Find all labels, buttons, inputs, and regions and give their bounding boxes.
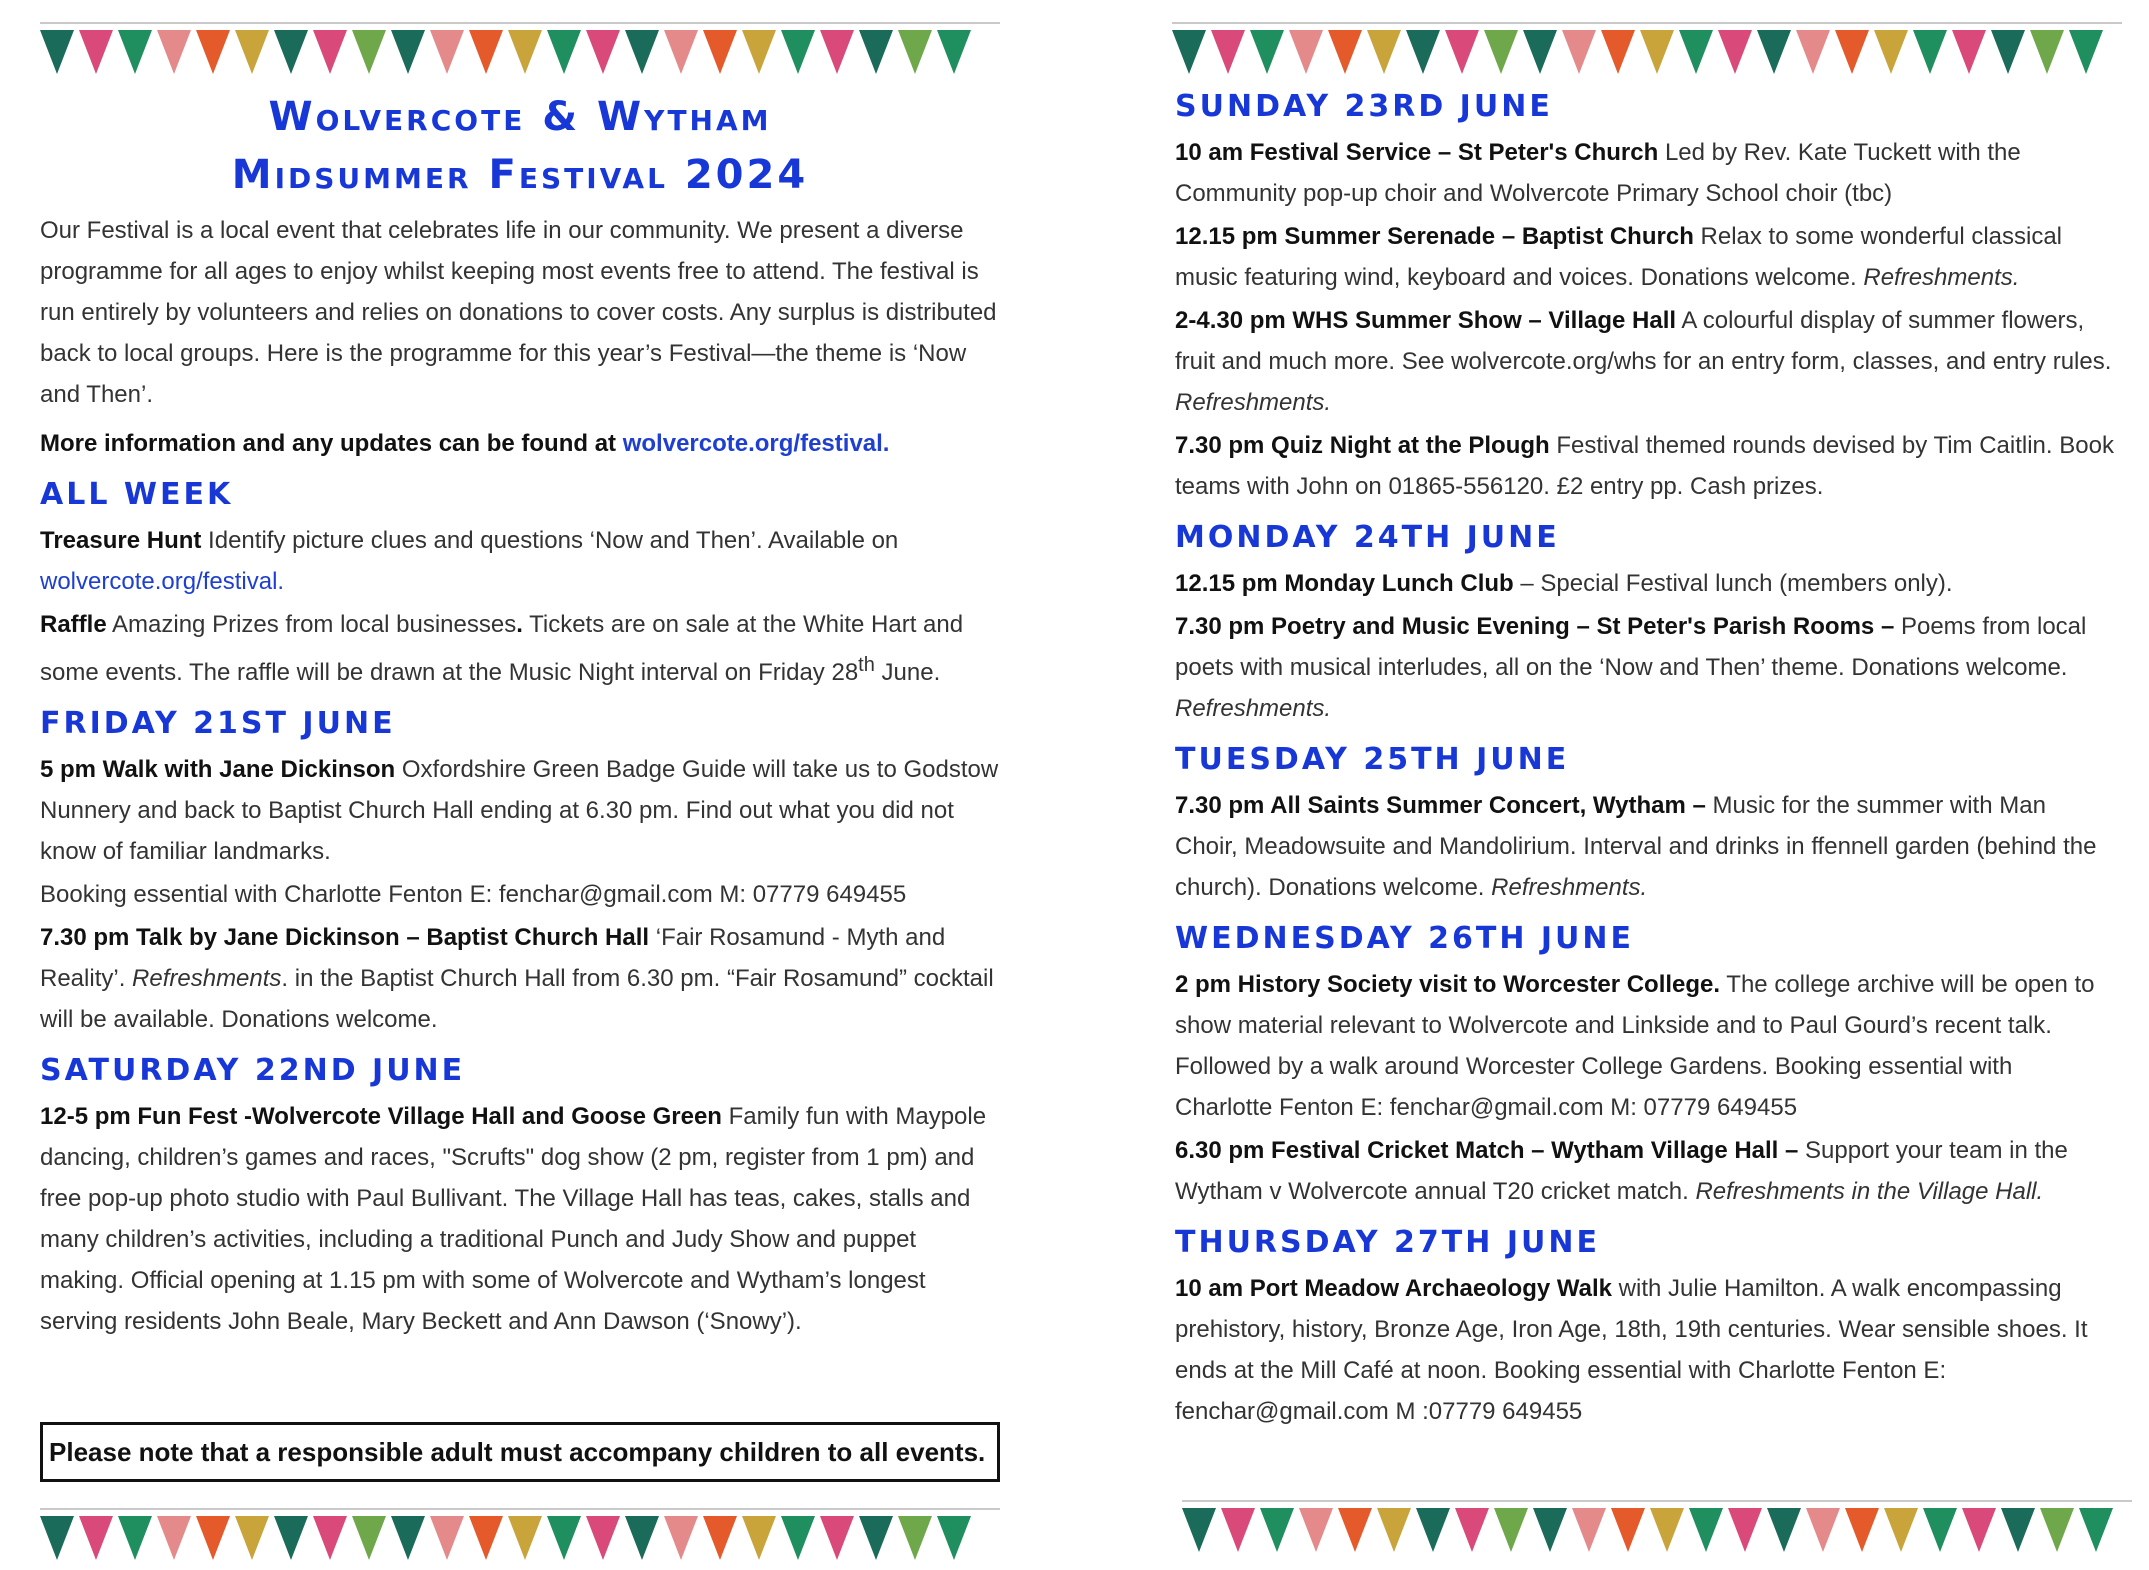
bunting-flag [196, 1516, 230, 1560]
bunting-flag [781, 30, 815, 74]
top-right-bunting [1172, 30, 2103, 74]
bunting-flag [1913, 30, 1947, 74]
wednesday-history [1175, 964, 2115, 1128]
bunting-flag [1835, 30, 1869, 74]
heading-thursday: THURSDAY 27TH JUNE [1175, 1225, 1600, 1260]
raffle [40, 604, 1000, 693]
bunting-flag [469, 30, 503, 74]
bunting-flag [1416, 1508, 1450, 1552]
bunting-flag [1377, 1508, 1411, 1552]
treasure-hunt-link[interactable]: wolvercote.org/festival. [40, 568, 285, 595]
bunting-flag [79, 30, 113, 74]
heading-friday: FRIDAY 21ST JUNE [40, 706, 396, 741]
bunting-flag [2030, 30, 2064, 74]
bunting-flag [118, 30, 152, 74]
sunday-show-refreshments: Refreshments. [1175, 389, 1332, 416]
bunting-flag [1455, 1508, 1489, 1552]
bunting-flag [508, 1516, 542, 1560]
saturday-funfest-title: 12-5 pm Fun Fest -Wolvercote Village Hall and Goose Green [40, 1103, 722, 1130]
bunting-flag [235, 30, 269, 74]
left-column [40, 88, 1000, 1344]
bunting-flag [1182, 1508, 1216, 1552]
treasure-hunt-title: Treasure Hunt [40, 527, 202, 554]
raffle-text-3: June. [874, 659, 941, 686]
raffle-text-1: Amazing Prizes from local businesses [106, 611, 517, 638]
bunting-flag [820, 1516, 854, 1560]
bunting-flag [1533, 1508, 1567, 1552]
friday-talk [40, 917, 1000, 1040]
saturday-funfest [40, 1096, 1000, 1342]
bunting-flag [742, 30, 776, 74]
friday-walk-title: 5 pm Walk with Jane Dickinson [40, 756, 396, 783]
monday-poetry-refreshments: Refreshments. [1175, 695, 1332, 722]
bunting-flag [1172, 30, 1206, 74]
wednesday-cricket [1175, 1130, 2115, 1212]
bunting-flag [1611, 1508, 1645, 1552]
bunting-flag [1406, 30, 1440, 74]
monday-poetry [1175, 606, 2115, 729]
bunting-flag [313, 1516, 347, 1560]
raffle-superscript: th [858, 654, 875, 676]
bunting-flag [1562, 30, 1596, 74]
sunday-show-text: A colourful display of summer flowers, fruit and much more. See wolvercote.org/whs for an entry form, classes, and entry rules. [1175, 307, 2112, 375]
friday-talk-text-1: ‘Fair Rosamund - Myth and Reality’. [40, 924, 946, 992]
sunday-quiz-text: Festival themed rounds devised by Tim Caitlin. Book teams with John on 01865-556120. £2 entry pp. Cash prizes. [1175, 432, 2114, 500]
bunting-flag [1299, 1508, 1333, 1552]
bottom-right-bunting [1182, 1508, 2113, 1552]
bunting-flag [40, 30, 74, 74]
heading-wednesday: WEDNESDAY 26TH JUNE [1175, 921, 1634, 956]
bunting-flag [1289, 30, 1323, 74]
bunting-flag [391, 1516, 425, 1560]
top-left-bunting [40, 30, 971, 74]
bunting-flag [586, 30, 620, 74]
bunting-flag [1806, 1508, 1840, 1552]
bunting-flag [2040, 1508, 2074, 1552]
tuesday-concert-title: 7.30 pm All Saints Summer Concert, Wytham – [1175, 792, 1706, 819]
bunting-flag [547, 1516, 581, 1560]
bunting-flag [1962, 1508, 1996, 1552]
monday-lunch-title: 12.15 pm Monday Lunch Club [1175, 570, 1514, 597]
bunting-flag [469, 1516, 503, 1560]
right-column [1175, 86, 2115, 1434]
bunting-flag [1260, 1508, 1294, 1552]
bunting-flag [937, 1516, 971, 1560]
bunting-flag [820, 30, 854, 74]
bunting-flag [1494, 1508, 1528, 1552]
friday-talk-title: 7.30 pm Talk by Jane Dickinson – Baptist Church Hall [40, 924, 650, 951]
bunting-flag [1221, 1508, 1255, 1552]
bunting-flag [703, 1516, 737, 1560]
bunting-flag [1757, 30, 1791, 74]
friday-booking: Booking essential with Charlotte Fenton E: fenchar@gmail.com M: 07779 649455 [40, 881, 907, 908]
bunting-flag [625, 1516, 659, 1560]
heading-all-week: ALL WEEK [40, 477, 234, 512]
friday-walk [40, 749, 1000, 872]
bunting-flag [196, 30, 230, 74]
more-info [40, 423, 1000, 464]
bunting-flag [1640, 30, 1674, 74]
bunting-flag [1874, 30, 1908, 74]
bunting-flag [79, 1516, 113, 1560]
friday-talk-refreshments: Refreshments [132, 965, 282, 992]
sunday-serenade-text: Relax to some wonderful classical music featuring wind, keyboard and voices. Donations welcome. [1175, 223, 2063, 291]
bunting-flag [352, 1516, 386, 1560]
bunting-flag [1572, 1508, 1606, 1552]
festival-title-line2: Midsummer Festival 2024 [231, 152, 809, 198]
bunting-flag [2001, 1508, 2035, 1552]
wednesday-cricket-refreshments: Refreshments in the Village Hall. [1695, 1178, 2044, 1205]
bunting-flag [742, 1516, 776, 1560]
bunting-flag [664, 1516, 698, 1560]
monday-lunch-text: – Special Festival lunch (members only). [1513, 570, 1953, 597]
treasure-hunt-text: Identify picture clues and questions ‘Now and Then’. Available on [201, 527, 899, 554]
festival-link[interactable]: wolvercote.org/festival. [622, 430, 890, 457]
monday-lunch [1175, 563, 2115, 604]
bunting-flag [1445, 30, 1479, 74]
sunday-serenade-title: 12.15 pm Summer Serenade – Baptist Church [1175, 223, 1694, 250]
bunting-flag [1728, 1508, 1762, 1552]
heading-tuesday: TUESDAY 25TH JUNE [1175, 742, 1570, 777]
sunday-show-title: 2-4.30 pm WHS Summer Show – Village Hall [1175, 307, 1677, 334]
sunday-service-text: Led by Rev. Kate Tuckett with the Community pop-up choir and Wolvercote Primary School choir (tbc) [1175, 139, 2021, 207]
bunting-flag [898, 30, 932, 74]
bunting-flag [1679, 30, 1713, 74]
wednesday-history-title: 2 pm History Society visit to Worcester College. [1175, 971, 1721, 998]
bunting-flag [274, 1516, 308, 1560]
bunting-flag [313, 30, 347, 74]
bunting-flag [547, 30, 581, 74]
sunday-show [1175, 300, 2115, 423]
bunting-flag [859, 1516, 893, 1560]
bunting-flag [352, 30, 386, 74]
bunting-flag [1650, 1508, 1684, 1552]
bunting-flag [430, 30, 464, 74]
bunting-flag [1250, 30, 1284, 74]
thursday-walk-title: 10 am Port Meadow Archaeology Walk [1175, 1275, 1613, 1302]
thursday-walk [1175, 1268, 2115, 1432]
heading-saturday: SATURDAY 22ND JUNE [40, 1053, 466, 1088]
friday-talk-text-2: . in the Baptist Church Hall from 6.30 pm. “Fair Rosamund” cocktail will be available. Donations welcome. [40, 965, 994, 1033]
heading-monday: MONDAY 24TH JUNE [1175, 520, 1560, 555]
bunting-flag [1523, 30, 1557, 74]
bunting-flag [703, 30, 737, 74]
bunting-flag [1923, 1508, 1957, 1552]
raffle-dot: . [516, 611, 523, 638]
wednesday-cricket-text: Support your team in the Wytham v Wolvercote annual T20 cricket match. [1175, 1137, 2068, 1205]
tuesday-concert-refreshments: Refreshments. [1491, 874, 1648, 901]
bunting-flag [664, 30, 698, 74]
monday-poetry-text: Poems from local poets with musical interludes, all on the ‘Now and Then’ theme. Donations welcome. [1175, 613, 2087, 681]
tuesday-concert-text: Music for the summer with Man Choir, Meadowsuite and Mandolirium. Interval and drinks in ffennell garden (behind the church). Donations welcome. [1175, 792, 2097, 901]
more-info-text: More information and any updates can be found at [40, 430, 623, 457]
intro-paragraph: Our Festival is a local event that celebrates life in our community. We present a diverse programme for all ages to enjoy whilst keeping most events free to attend. The festival is run entirely by volunteers and relies on donations to cover costs. Any surplus is distributed back to local groups. Here is the programme for this year’s Festival—the theme is ‘Now and Then’. [40, 217, 997, 408]
bunting-flag [1845, 1508, 1879, 1552]
sunday-serenade [1175, 216, 2115, 298]
bunting-flag [1952, 30, 1986, 74]
monday-poetry-title: 7.30 pm Poetry and Music Evening – St Peter's Parish Rooms – [1175, 613, 1895, 640]
bunting-flag [430, 1516, 464, 1560]
bunting-flag [1689, 1508, 1723, 1552]
sunday-service-title: 10 am Festival Service – St Peter's Church [1175, 139, 1659, 166]
notice-box: Please note that a responsible adult must accompany children to all events. [40, 1422, 1000, 1482]
bunting-flag [40, 1516, 74, 1560]
bunting-flag [391, 30, 425, 74]
bunting-flag [2079, 1508, 2113, 1552]
bunting-flag [2069, 30, 2103, 74]
festival-title-line1: Wolvercote & Wytham [268, 94, 772, 140]
bottom-left-rule [40, 1508, 1000, 1510]
top-left-rule [40, 22, 1000, 24]
sunday-serenade-refreshments: Refreshments. [1863, 264, 2020, 291]
tuesday-concert [1175, 785, 2115, 908]
bunting-flag [898, 1516, 932, 1560]
bunting-flag [1767, 1508, 1801, 1552]
sunday-quiz-title: 7.30 pm Quiz Night at the Plough [1175, 432, 1550, 459]
treasure-hunt [40, 520, 1000, 602]
bunting-flag [157, 30, 191, 74]
friday-walk-text: Oxfordshire Green Badge Guide will take us to Godstow Nunnery and back to Baptist Church Hall ending at 6.30 pm. Find out what you did not know of familiar landmarks. [40, 756, 999, 865]
bunting-flag [1367, 30, 1401, 74]
heading-sunday: SUNDAY 23RD JUNE [1175, 89, 1553, 124]
bunting-flag [937, 30, 971, 74]
bunting-flag [1601, 30, 1635, 74]
bunting-flag [508, 30, 542, 74]
bunting-flag [1718, 30, 1752, 74]
wednesday-history-text: The college archive will be open to show material relevant to Wolvercote and Linkside and to Paul Gourd’s recent talk. Followed by a walk around Worcester College Gardens. Booking essential with Charlotte Fenton E: fenchar@gmail.com M: 07779 649455 [1175, 971, 2095, 1121]
bunting-flag [781, 1516, 815, 1560]
bunting-flag [1796, 30, 1830, 74]
bunting-flag [118, 1516, 152, 1560]
bunting-flag [157, 1516, 191, 1560]
top-right-rule [1172, 22, 2122, 24]
bunting-flag [1338, 1508, 1372, 1552]
sunday-quiz [1175, 425, 2115, 507]
sunday-service [1175, 132, 2115, 214]
bunting-flag [859, 30, 893, 74]
bunting-flag [1884, 1508, 1918, 1552]
raffle-text-2: Tickets are on sale at the White Hart and some events. The raffle will be drawn at the Music Night interval on Friday 28 [40, 611, 964, 686]
bunting-flag [1991, 30, 2025, 74]
bunting-flag [274, 30, 308, 74]
thursday-walk-text: with Julie Hamilton. A walk encompassing prehistory, history, Bronze Age, Iron Age, 18th, 19th centuries. Wear sensible shoes. It ends at the Mill Café at noon. Booking essential with Charlotte Fenton E: fenchar@gmail.com M :07779 649455 [1175, 1275, 2088, 1425]
saturday-funfest-text: Family fun with Maypole dancing, children’s games and races, "Scrufts" dog show (2 pm, register from 1 pm) and free pop-up photo studio with Paul Bullivant. The Village Hall has teas, cakes, stalls and many children’s activities, including a traditional Punch and Judy Show and puppet making. Official opening at 1.15 pm with some of Wolvercote and Wytham’s longest serving residents John Beale, Mary Beckett and Ann Dawson (‘Snowy’). [40, 1103, 987, 1335]
bunting-flag [1211, 30, 1245, 74]
bunting-flag [1484, 30, 1518, 74]
bunting-flag [235, 1516, 269, 1560]
bottom-right-rule [1182, 1500, 2132, 1502]
bottom-left-bunting [40, 1516, 971, 1560]
wednesday-cricket-title: 6.30 pm Festival Cricket Match – Wytham Village Hall – [1175, 1137, 1799, 1164]
raffle-title: Raffle [40, 611, 107, 638]
bunting-flag [1328, 30, 1362, 74]
bunting-flag [625, 30, 659, 74]
bunting-flag [586, 1516, 620, 1560]
